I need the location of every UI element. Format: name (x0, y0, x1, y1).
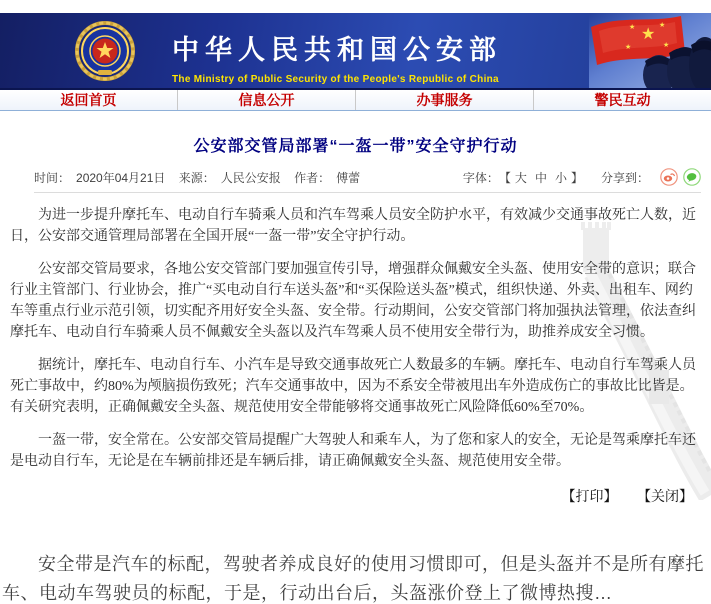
meta-author-label: 作者： (294, 170, 331, 185)
outer-article-paragraph: 安全带是汽车的标配，驾驶者养成良好的使用习惯即可，但是头盔并不是所有摩托车、电动车驾驶员的标配，于是，行动出台后，头盔涨价登上了微博热搜… (2, 554, 704, 603)
svg-text:★: ★ (625, 44, 632, 51)
meta-source-label: 来源： (178, 170, 215, 185)
font-size-small-button[interactable]: 小 (554, 170, 567, 185)
font-selector-label: 字体： (462, 170, 499, 185)
article-paragraph-3: 据统计，摩托车、电动自行车、小汽车是导致交通事故死亡人数最多的车辆。摩托车、电动自行车驾乘人员死亡事故中，约80%为颅脑损伤致死；汽车交通事故中，因为不系安全带被甩出车外造成伤亡的事故比比皆是。有关研究表明，正确佩戴安全头盔、规范使用安全带能够将交通事故死亡风险降低60%至70%。 (10, 358, 696, 415)
article-meta-row (34, 168, 701, 186)
site-subtitle: The Ministry of Public Security of the People's Republic of China (172, 74, 499, 85)
font-bracket-close: 】 (570, 170, 583, 185)
nav-item-info[interactable]: 信息公开 (178, 90, 356, 110)
svg-text:★: ★ (659, 22, 666, 29)
print-button[interactable]: 【打印】 (561, 490, 618, 505)
top-margin (0, 0, 711, 13)
article-body (10, 205, 701, 472)
meta-time-label: 时间： (34, 170, 71, 185)
article-paragraph-2: 公安部交管局要求，各地公安交管部门要加强宣传引导，增强群众佩戴安全头盔、使用安全带的意识；联合行业主管部门、行业协会，推广“买电动自行车送头盔”和“买保险送头盔”模式，组织快递、外卖、出租车、网约车等重点行业示范引领，切实配齐用好安全头盔、安全带。行动期间，公安交管部门将加强执法管理，依法查纠摩托车、电动自行车骑乘人员不佩戴安全头盔以及汽车驾乘人员不使用安全带行为，助推养成安全习惯。 (10, 262, 696, 340)
article-paragraph-4: 一盔一带，安全常在。公安部交管局提醒广大驾驶人和乘车人，为了您和家人的安全，无论是驾乘摩托车还是电动自行车，无论是在车辆前排还是车辆后排，请正确佩戴安全头盔、规范使用安全带。 (10, 433, 696, 469)
site-titles (172, 28, 502, 85)
font-and-share-tools (463, 168, 701, 186)
weibo-icon[interactable] (660, 168, 678, 186)
meta-source-value: 人民公安报 (220, 170, 281, 185)
flag-star-large: ★ (641, 26, 656, 43)
meta-divider (34, 192, 701, 193)
wechat-icon[interactable] (683, 168, 701, 186)
font-size-large-button[interactable]: 大 (514, 170, 527, 185)
police-badge-icon (74, 20, 136, 82)
main-nav (0, 90, 711, 111)
nav-item-home[interactable]: 返回首页 (0, 90, 178, 110)
article-actions (10, 486, 693, 506)
article-content (0, 133, 711, 506)
meta-time-value: 2020年04月21日 (76, 170, 166, 185)
share-label: 分享到： (600, 170, 649, 185)
font-size-medium-button[interactable]: 中 (534, 170, 547, 185)
nav-item-interaction[interactable]: 警民互动 (594, 92, 651, 108)
meta-author-value: 傅蕾 (336, 170, 361, 185)
article-meta (34, 169, 366, 186)
flag-and-officers-photo (589, 13, 711, 88)
font-bracket-open: 【 (498, 170, 511, 185)
close-button[interactable]: 【关闭】 (637, 490, 693, 505)
site-title: 中华人民共和国公安部 (172, 35, 502, 65)
article-paragraph-1: 为进一步提升摩托车、电动自行车骑乘人员和汽车驾乘人员安全防护水平，有效减少交通事故死亡人数，近日，公安部交通管理局部署在全国开展“一盔一带”安全守护行动。 (10, 208, 696, 244)
article-title: 公安部交管局部署“一盔一带”安全守护行动 (193, 138, 518, 155)
site-banner (0, 13, 711, 90)
nav-item-services[interactable]: 办事服务 (356, 90, 534, 110)
svg-text:★: ★ (629, 24, 636, 31)
svg-text:★: ★ (663, 42, 670, 49)
